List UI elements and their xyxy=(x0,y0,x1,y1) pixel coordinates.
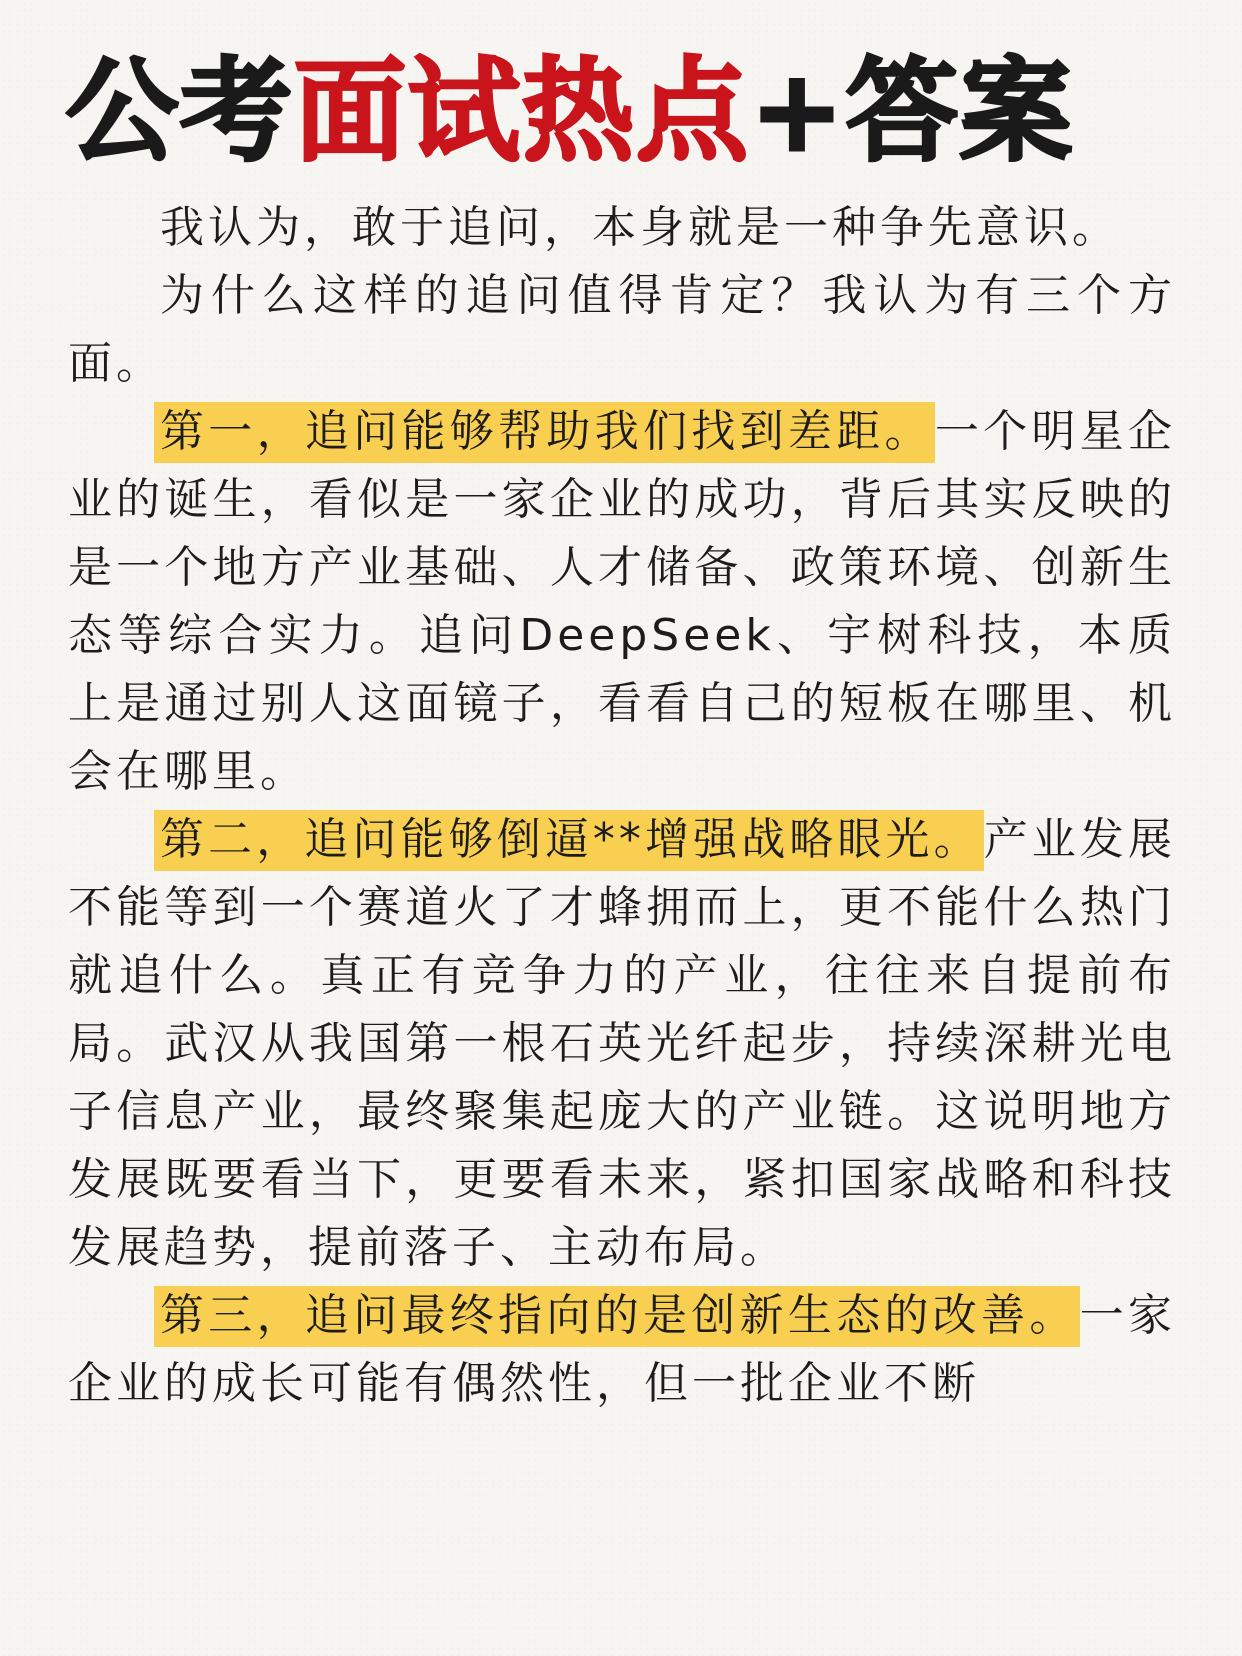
paragraph-question-text: 为什么这样的追问值得肯定？我认为有三个方面。 xyxy=(68,270,1176,389)
article-body xyxy=(68,194,1176,1418)
title-part-2-red: 面试热点 xyxy=(294,47,750,177)
paragraph-point-1 xyxy=(68,398,1176,806)
highlight-point-2: 第二，追问能够倒逼**增强战略眼光。 xyxy=(154,810,984,871)
paragraph-point-3-text: 一家企业的成长可能有偶然性，但一批企业不断 xyxy=(68,1290,1177,1409)
paragraph-point-2 xyxy=(68,806,1176,1282)
highlight-point-3: 第三，追问最终指向的是创新生态的改善。 xyxy=(154,1286,1080,1347)
paragraph-point-3 xyxy=(68,1282,1176,1418)
paragraph-point-2-text: 产业发展不能等到一个赛道火了才蜂拥而上，更不能什么热门就追什么。真正有竞争力的产业，往往来自提前布局。武汉从我国第一根石英光纤起步，持续深耕光电子信息产业，最终聚集起庞大的产业链。这说明地方发展既要看当下，更要看未来，紧扣国家战略和科技发展趋势，提前落子、主动布局。 xyxy=(68,814,1177,1273)
paragraph-intro xyxy=(68,194,1176,262)
highlight-point-1: 第一，追问能够帮助我们找到差距。 xyxy=(154,402,935,463)
title-part-1: 公考 xyxy=(66,47,294,177)
paragraph-point-1-text: 一个明星企业的诞生，看似是一家企业的成功，背后其实反映的是一个地方产业基础、人才储备、政策环境、创新生态等综合实力。追问DeepSeek、宇树科技，本质上是通过别人这面镜子，看看自己的短板在哪里、机会在哪里。 xyxy=(68,406,1177,797)
paragraph-question xyxy=(68,262,1176,398)
page-title xyxy=(66,47,1074,177)
title-part-3: +答案 xyxy=(750,47,1074,177)
paragraph-intro-text: 我认为，敢于追问，本身就是一种争先意识。 xyxy=(160,202,1120,253)
